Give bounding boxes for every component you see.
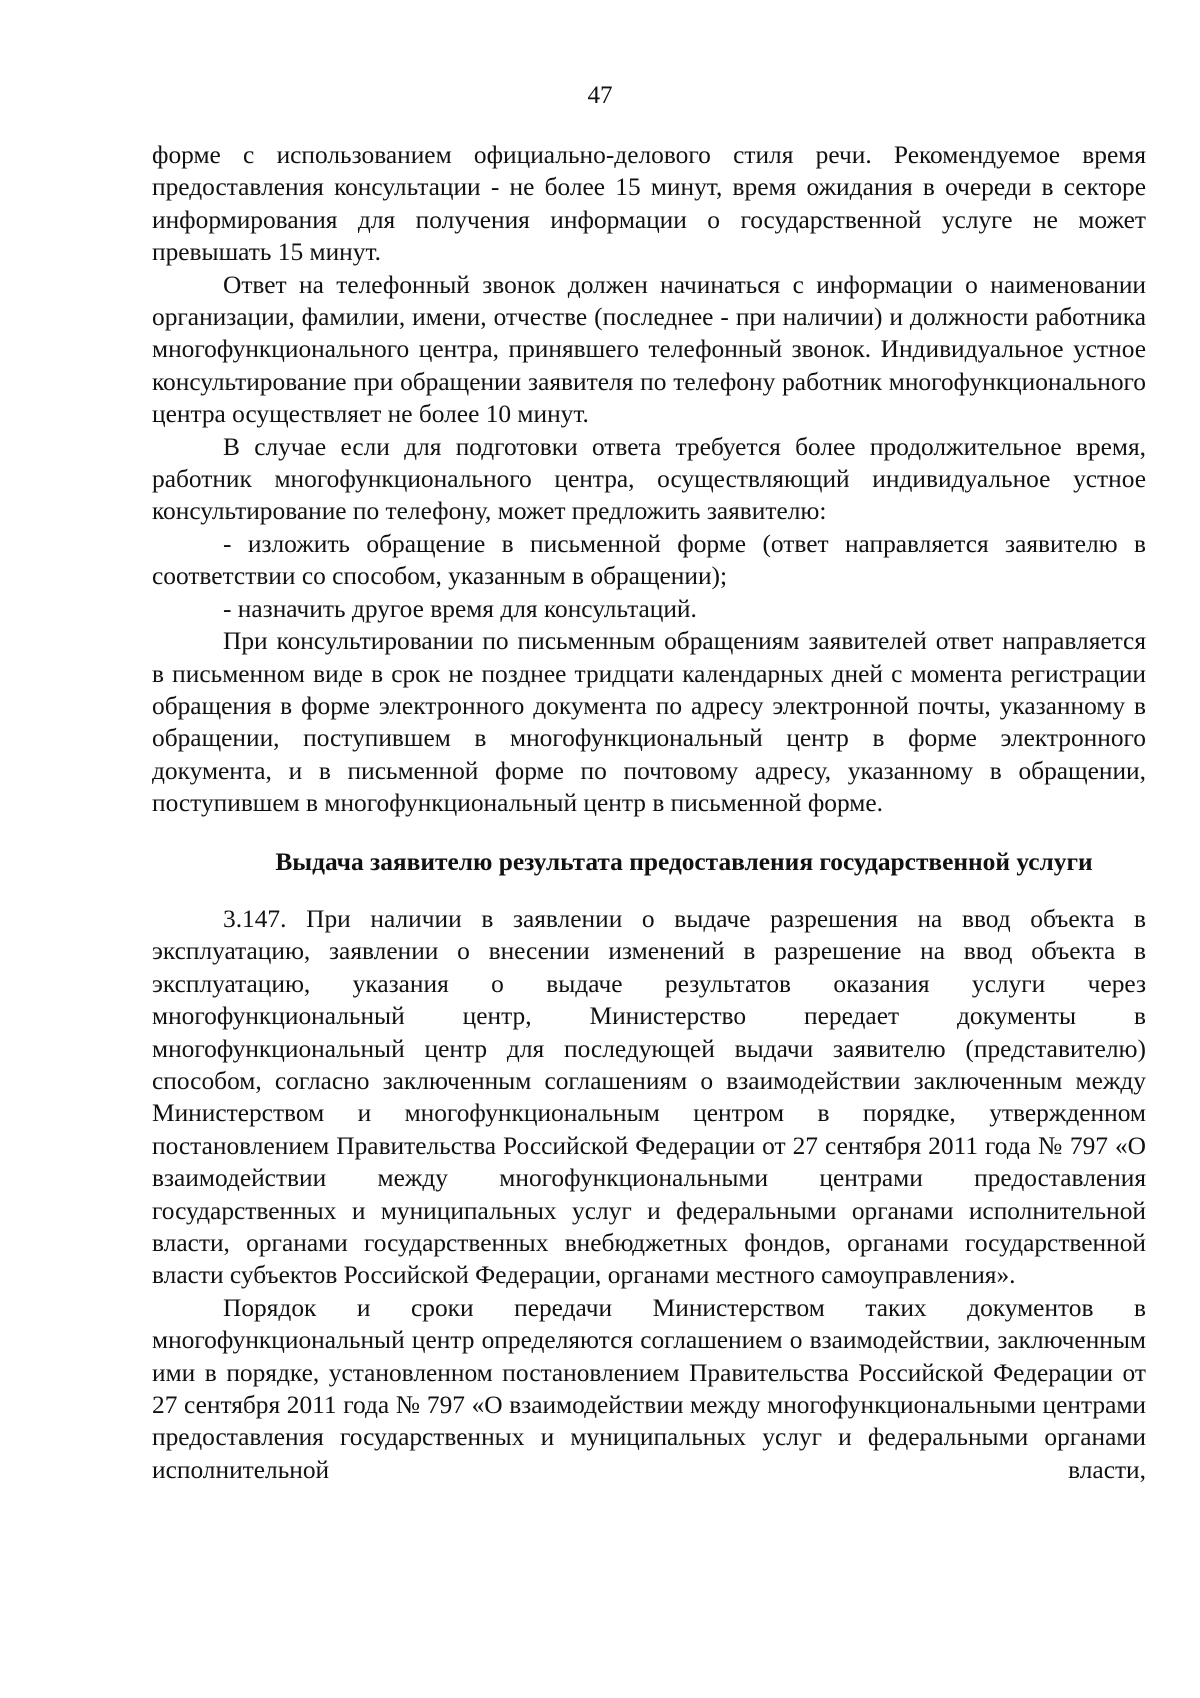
paragraph-transfer-order: Порядок и сроки передачи Министерством таких документов в многофункциональный центр определяются соглашением о взаимодействии, заключенным ими в порядке, установленном постановлением Правительства Российской Федерации от 27 сентября 2011 года № 797 «О взаимодействии между многофункциональными центрами предоставления государственных и муниципальных услуг и федеральными органами исполнительной власти, xyxy=(152,1293,1146,1484)
section-heading: Выдача заявителю результата предоставления государственной услуги xyxy=(275,847,1093,876)
list-item-other-time: - назначить другое время для консультаций. xyxy=(223,594,697,623)
paragraph-3-147: 3.147. При наличии в заявлении о выдаче разрешения на ввод объекта в эксплуатацию, заявлении о внесении изменений в разрешение на ввод объекта в эксплуатацию, указания о выдаче результатов оказания услуги через многофункциональный центр, Министерство передает документы в многофункциональный центр для последующей выдачи заявителю (представителю) способом, согласно заключенным соглашениям о взаимодействии заключенным между Министерством и многофункциональным центром в порядке, утвержденном постановлением Правительства Российской Федерации от 27 сентября 2011 года № 797 «О взаимодействии между многофункциональными центрами предоставления государственных и муниципальных услуг и федеральными органами исполнительной власти, органами государственных внебюджетных фондов, органами государственной власти субъектов Российской Федерации, органами местного самоуправления». xyxy=(152,904,1146,1290)
page-number: 47 xyxy=(587,82,613,109)
list-item-written-form: - изложить обращение в письменной форме (ответ направляется заявителю в соответствии со способом, указанным в обращении); xyxy=(152,529,1146,591)
paragraph-consultation-time: форме с использованием официально-делового стиля речи. Рекомендуемое время предоставления консультации - не более 15 минут, время ожидания в очереди в секторе информирования для получения информации о государственной услуге не может превышать 15 минут. xyxy=(152,141,1146,267)
paragraph-phone-call: Ответ на телефонный звонок должен начинаться с информации о наименовании организации, фамилии, имени, отчестве (последнее - при наличии) и должности работника многофункционального центра, принявшего телефонный звонок. Индивидуальное устное консультирование при обращении заявителя по телефону работник многофункционального центра осуществляет не более 10 минут. xyxy=(152,270,1146,429)
paragraph-longer-time: В случае если для подготовки ответа требуется более продолжительное время, работник многофункционального центра, осуществляющий индивидуальное устное консультирование по телефону, может предложить заявителю: xyxy=(152,432,1146,526)
paragraph-written-requests: При консультировании по письменным обращениям заявителей ответ направляется в письменном виде в срок не позднее тридцати календарных дней с момента регистрации обращения в форме электронного документа по адресу электронной почты, указанному в обращении, поступившем в многофункциональный центр в форме электронного документа, и в письменной форме по почтовому адресу, указанному в обращении, поступившем в многофункциональный центр в письменной форме. xyxy=(152,627,1146,818)
document-body xyxy=(152,139,1146,1486)
